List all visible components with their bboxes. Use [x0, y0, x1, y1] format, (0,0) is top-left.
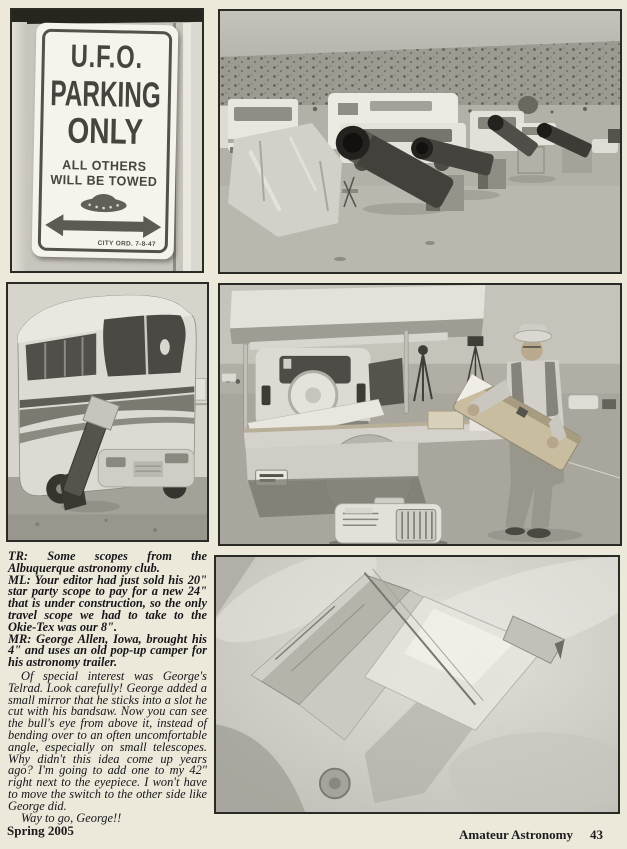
- photo-george-popup-camper: [218, 283, 622, 546]
- wall-edge-right: [191, 22, 202, 271]
- photo-ufo-parking-sign: [10, 8, 204, 273]
- caption-middle-right: MR: George Allen, Iowa, brought his 4" and uses an old pop-up camper for his astronomy trailer.: [8, 631, 207, 670]
- pet-carrier: [329, 498, 448, 544]
- caption-middle-left: ML: Your editor had just sold his 20" star party scope to pay for a new 24" that is under construction, so the only travel scope we had to take to the Okie-Tex was our 8".: [8, 572, 207, 634]
- body-paragraph: Of special interest was George's Telrad. Look carefully! George added a small mirror that he sticks into a slot he cut with his bandsaw. Now you can see the bull's eye from above it, instead of bending over to an often uncomfortable angle, especially on small telescopes. Why didn't this idea come up years ago? I'm going to add one to my 42" right next to the eyepiece. I won't have to move the switch to the other side like George did.: [8, 669, 207, 813]
- photo-captions-block: [8, 551, 207, 669]
- motorhome: [18, 295, 196, 503]
- photo-editors-motorhome: [6, 282, 209, 542]
- photo-telrad-closeup: [214, 555, 620, 814]
- ufo-saucer-arrow-icon: [41, 189, 166, 242]
- dark-top-band: [10, 8, 204, 24]
- ufo-saucer-icon: [81, 193, 127, 212]
- double-arrow-icon: [45, 214, 161, 238]
- footer-page-number: 43: [590, 827, 603, 842]
- sign-post: [183, 23, 191, 271]
- sign-line-all-others: ALL OTHERS: [62, 157, 147, 174]
- article-body: [8, 671, 207, 824]
- footer-issue: Spring 2005: [7, 823, 74, 838]
- footer-right: [459, 827, 603, 843]
- footer-magazine-title: Amateur Astronomy: [459, 827, 573, 842]
- sign-ordinance-text: CITY ORD. 7-8-47: [97, 239, 156, 249]
- sign-line-parking: PARKING: [50, 72, 162, 116]
- body-closing-line: Way to go, George!!: [21, 810, 122, 825]
- wall-edge-left: [12, 22, 27, 271]
- sign-line-only: ONLY: [66, 109, 144, 152]
- ufo-parking-sign: [32, 23, 179, 260]
- sign-line-ufo: U.F.O.: [70, 39, 144, 76]
- sign-line-will-be-towed: WILL BE TOWED: [50, 171, 158, 190]
- photo-star-party-field: [218, 9, 622, 274]
- mount-knob: [320, 769, 350, 799]
- caption-top-right: TR: Some scopes from the Albuquerque astronomy club.: [8, 549, 207, 575]
- sign-border: [38, 29, 173, 254]
